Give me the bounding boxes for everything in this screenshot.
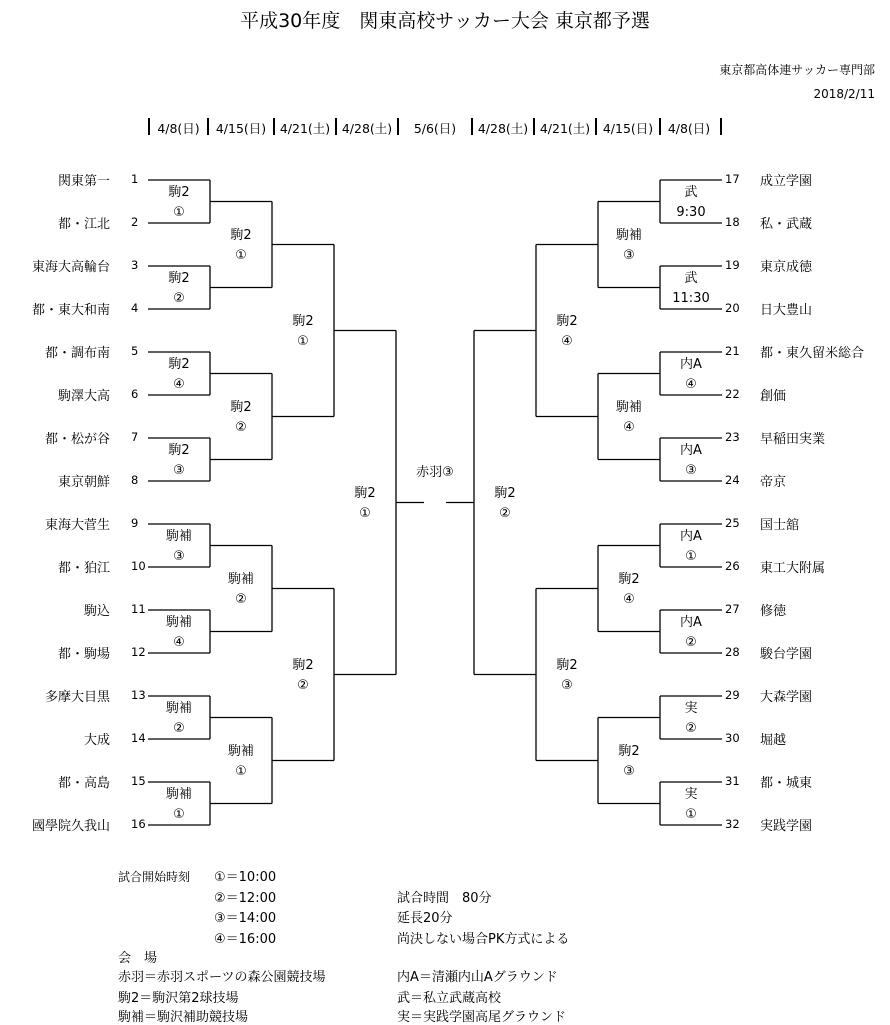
start-time-label: 試合開始時刻 — [118, 870, 191, 884]
final-venue: 赤羽③ — [416, 464, 454, 480]
seed-number: 30 — [725, 731, 740, 745]
seed-number: 14 — [131, 731, 146, 745]
match-venue: 駒補 — [615, 399, 642, 415]
venue-label: 会 場 — [118, 951, 158, 966]
match-venue: 駒補 — [165, 700, 192, 716]
match-time: ② — [685, 720, 697, 736]
seed-number: 32 — [725, 817, 740, 831]
team-name: 日大豊山 — [760, 303, 813, 318]
round-date: 4/21(土) — [279, 121, 331, 136]
team-name: 東海大菅生 — [44, 518, 110, 533]
team-name: 都・東大和南 — [31, 303, 110, 318]
venue-legend: 実＝実践学園高尾グラウンド — [397, 1010, 567, 1025]
start-time: ③＝14:00 — [214, 911, 277, 926]
match-venue: 駒2 — [618, 743, 640, 759]
match-time: ③ — [173, 462, 185, 478]
seed-number: 19 — [725, 258, 740, 272]
match-time: ④ — [623, 419, 635, 435]
team-name: 國學院久我山 — [31, 819, 110, 834]
seed-number: 15 — [131, 774, 146, 788]
match-venue: 駒補 — [165, 786, 192, 802]
match-venue: 内A — [680, 528, 702, 544]
match-venue: 駒2 — [230, 227, 252, 243]
match-venue: 駒2 — [168, 356, 190, 372]
match-time: ③ — [623, 763, 635, 779]
match-venue: 駒補 — [227, 743, 254, 759]
match-time: ② — [297, 677, 309, 693]
team-name: 修徳 — [760, 604, 787, 619]
match-venue: 駒2 — [556, 657, 578, 673]
round-date: 4/15(日) — [602, 121, 654, 136]
match-time: ② — [235, 591, 247, 607]
page-title: 平成30年度 関東高校サッカー大会 東京都予選 — [240, 10, 650, 32]
match-venue: 実 — [684, 786, 698, 802]
seed-number: 27 — [725, 602, 740, 616]
venue-legend: 駒2＝駒沢第2球技場 — [118, 991, 239, 1006]
match-time: ③ — [623, 247, 635, 263]
match-venue: 駒2 — [168, 270, 190, 286]
round-date: 4/8(日) — [667, 121, 711, 136]
venue-legend: 駒補＝駒沢補助競技場 — [118, 1010, 249, 1025]
seed-number: 16 — [131, 817, 146, 831]
seed-number: 31 — [725, 774, 740, 788]
round-date: 4/15(日) — [215, 121, 267, 136]
seed-number: 8 — [131, 473, 139, 487]
seed-number: 6 — [131, 387, 139, 401]
match-time: ① — [685, 548, 697, 564]
match-time: ③ — [685, 462, 697, 478]
seed-number: 4 — [131, 301, 139, 315]
team-name: 都・調布南 — [44, 346, 110, 361]
venue-legend: 赤羽＝赤羽スポーツの森公園競技場 — [118, 970, 326, 985]
team-name: 東海大高輪台 — [31, 260, 110, 275]
match-venue: 内A — [680, 614, 702, 630]
seed-number: 9 — [131, 516, 139, 530]
document-date: 2018/2/11 — [813, 87, 875, 101]
team-name: 駒込 — [83, 604, 110, 619]
seed-number: 23 — [725, 430, 740, 444]
match-time: ③ — [173, 548, 185, 564]
team-name: 国士舘 — [760, 518, 800, 533]
seed-number: 22 — [725, 387, 740, 401]
match-venue: 駒2 — [168, 184, 190, 200]
match-time: ① — [173, 204, 185, 220]
match-venue: 駒2 — [292, 313, 314, 329]
seed-number: 12 — [131, 645, 146, 659]
match-venue: 内A — [680, 356, 702, 372]
match-time: ② — [499, 505, 511, 521]
team-name: 大成 — [83, 733, 110, 748]
match-venue: 駒2 — [292, 657, 314, 673]
extra-time: 延長20分 — [397, 911, 453, 926]
match-time: ② — [173, 290, 185, 306]
match-venue: 駒2 — [230, 399, 252, 415]
team-name: 都・松が谷 — [44, 432, 110, 447]
match-venue: 駒補 — [227, 571, 254, 587]
round-date: 4/8(日) — [157, 121, 200, 136]
seed-number: 13 — [131, 688, 146, 702]
round-date: 5/6(日) — [413, 121, 457, 136]
match-time: ④ — [561, 333, 573, 349]
round-date: 4/21(土) — [539, 121, 591, 136]
match-venue: 駒2 — [168, 442, 190, 458]
seed-number: 11 — [131, 602, 146, 616]
team-name: 多摩大目黒 — [44, 690, 110, 705]
team-name: 東京朝鮮 — [57, 475, 110, 490]
match-venue: 駒2 — [618, 571, 640, 587]
team-name: 駒澤大高 — [57, 389, 110, 404]
seed-number: 2 — [131, 215, 139, 229]
start-time: ④＝16:00 — [214, 932, 277, 947]
venue-legend: 武＝私立武蔵高校 — [397, 991, 502, 1006]
team-name: 創価 — [760, 389, 787, 404]
match-time: ① — [235, 763, 247, 779]
seed-number: 5 — [131, 344, 139, 358]
match-venue: 駒2 — [354, 485, 376, 501]
start-time: ①＝10:00 — [214, 870, 277, 885]
pk-note: 尚決しない場合PK方式による — [397, 932, 570, 947]
match-time: 11:30 — [672, 290, 710, 306]
seed-number: 17 — [725, 172, 740, 186]
match-time: ④ — [173, 376, 185, 392]
seed-number: 18 — [725, 215, 740, 229]
match-venue: 実 — [684, 700, 698, 716]
match-time: ① — [173, 806, 185, 822]
match-time: ① — [297, 333, 309, 349]
match-time: ④ — [173, 634, 185, 650]
match-venue: 内A — [680, 442, 702, 458]
team-name: 堀越 — [760, 733, 787, 748]
seed-number: 29 — [725, 688, 740, 702]
team-name: 東工大附属 — [760, 561, 826, 576]
seed-number: 10 — [131, 559, 146, 573]
match-time: ① — [685, 806, 697, 822]
team-name: 都・城東 — [760, 776, 813, 791]
seed-number: 7 — [131, 430, 139, 444]
start-time: ②＝12:00 — [214, 891, 277, 906]
team-name: 帝京 — [760, 475, 787, 490]
seed-number: 28 — [725, 645, 740, 659]
seed-number: 24 — [725, 473, 740, 487]
match-venue: 駒2 — [556, 313, 578, 329]
match-venue: 駒2 — [494, 485, 516, 501]
match-venue: 駒補 — [165, 528, 192, 544]
match-time: ④ — [685, 376, 697, 392]
match-time: 9:30 — [676, 204, 706, 220]
team-name: 駿台学園 — [760, 647, 813, 662]
match-venue: 駒補 — [615, 227, 642, 243]
round-date: 4/28(土) — [341, 121, 393, 136]
seed-number: 1 — [131, 172, 139, 186]
match-time: ① — [235, 247, 247, 263]
match-time: ② — [173, 720, 185, 736]
team-name: 都・江北 — [57, 217, 110, 232]
match-venue: 武 — [684, 184, 698, 200]
match-time: ① — [359, 505, 371, 521]
team-name: 都・狛江 — [57, 561, 110, 576]
team-name: 成立学園 — [760, 174, 813, 189]
match-time: ② — [685, 634, 697, 650]
match-time: ② — [235, 419, 247, 435]
team-name: 大森学園 — [760, 690, 813, 705]
round-date: 4/28(土) — [477, 121, 529, 136]
team-name: 都・高島 — [57, 776, 110, 791]
team-name: 都・駒場 — [57, 647, 110, 662]
organizer: 東京都高体連サッカー専門部 — [719, 63, 875, 77]
seed-number: 25 — [725, 516, 740, 530]
match-time: 試合時間 80分 — [397, 891, 492, 906]
seed-number: 26 — [725, 559, 740, 573]
seed-number: 20 — [725, 301, 740, 315]
match-venue: 武 — [684, 270, 698, 286]
team-name: 関東第一 — [57, 174, 110, 189]
team-name: 実践学園 — [760, 819, 813, 834]
seed-number: 3 — [131, 258, 139, 272]
match-time: ④ — [623, 591, 635, 607]
match-venue: 駒補 — [165, 614, 192, 630]
venue-legend: 内A＝清瀬内山Aグラウンド — [397, 970, 558, 985]
team-name: 早稲田実業 — [760, 432, 826, 447]
match-time: ③ — [561, 677, 573, 693]
seed-number: 21 — [725, 344, 740, 358]
team-name: 都・東久留米総合 — [760, 346, 865, 361]
team-name: 東京成徳 — [760, 260, 813, 275]
team-name: 私・武蔵 — [760, 217, 813, 232]
